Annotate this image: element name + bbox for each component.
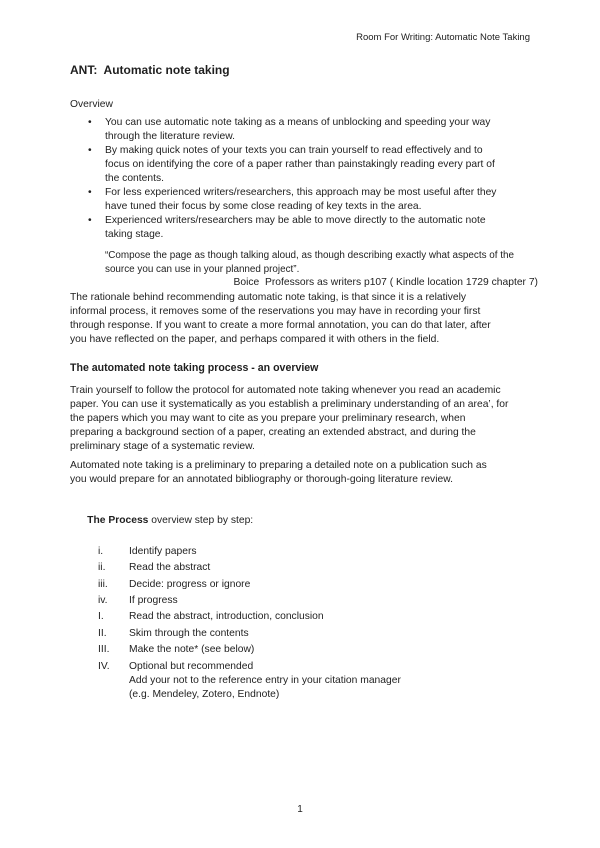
bullet-marker-icon: • (88, 187, 92, 198)
bullet-text: For less experienced writers/researchers, this approach may be most useful after they have tuned their focus by some close reading of key texts in the area. (105, 187, 497, 212)
step-numeral: III. (98, 644, 110, 656)
quote-block: “Compose the page as though talking aloud, as though describing exactly what aspects of the source you can use in your planned project”. (105, 250, 514, 275)
process-step-item (70, 561, 538, 575)
step-text: Skim through the contents (129, 627, 249, 639)
process-label-rest: overview step by step: (148, 514, 254, 526)
step-numeral: II. (98, 627, 107, 639)
step-text: If progress (129, 594, 178, 606)
page-number: 1 (297, 804, 303, 815)
bullet-text: By making quick notes of your texts you can train yourself to read effectively and to focus on identifying the core of a paper rather than painstakingly reading every part of the contents. (105, 145, 495, 184)
document-body (70, 0, 538, 704)
section-heading: The automated note taking process - an overview (70, 362, 319, 374)
rationale-paragraph: The rationale behind recommending automatic note taking, is that since it is a relatively informal process, it removes some of the reservations you may have in recording your first through response. If you want to create a more formal annotation, you can do that later, after you have reflected on the paper, and perhaps compared it with others in the field. (70, 292, 491, 345)
step-numeral: ii. (98, 562, 106, 574)
document-title: ANT: Automatic note taking (70, 63, 230, 77)
preliminary-note-paragraph: Automated note taking is a preliminary to preparing a detailed note on a publication such as you would prepare for an annotated bibliography or thorough-going literature review. (70, 459, 487, 485)
step-text: Read the abstract (129, 562, 211, 574)
bullet-text: Experienced writers/researchers may be able to move directly to the automatic note taking stage. (105, 215, 486, 240)
process-step-item (70, 660, 538, 702)
bullet-item (70, 186, 538, 214)
process-step-list (70, 545, 538, 702)
process-step-item (70, 610, 538, 624)
quote-attribution: Boice Professors as writers p107 ( Kindle location 1729 chapter 7) (233, 277, 538, 288)
process-step-item (70, 545, 538, 559)
step-text: Read the abstract, introduction, conclusion (129, 611, 324, 623)
step-numeral: iv. (98, 594, 108, 606)
step-text: Decide: progress or ignore (129, 578, 251, 590)
step-text: Identify papers (129, 545, 197, 557)
overview-bullet-list (70, 116, 538, 242)
process-step-item (70, 578, 538, 592)
process-step-item (70, 594, 538, 608)
step-numeral: IV. (98, 660, 110, 672)
process-step-label (70, 500, 538, 542)
bullet-marker-icon: • (88, 215, 92, 226)
bullet-item (70, 214, 538, 242)
overview-heading: Overview (70, 99, 113, 110)
bullet-item (70, 144, 538, 186)
step-text: Make the note* (see below) (129, 644, 255, 656)
process-step-item (70, 643, 538, 657)
process-step-item (70, 627, 538, 641)
bullet-item (70, 116, 538, 144)
step-numeral: iii. (98, 578, 108, 590)
process-label-bold: The Process (87, 514, 149, 526)
bullet-marker-icon: • (88, 145, 92, 156)
step-numeral: I. (98, 611, 104, 623)
process-intro-paragraph: Train yourself to follow the protocol for automated note taking whenever you read an academic paper. You can use it systematically as you establish a preliminary understanding of an area’, for the papers which you may want to cite as you prepare your preliminary research, when preparing a background section of a paper, creating an extended abstract, and during the preliminary stage of a systematic review. (70, 384, 509, 452)
step-text: Optional but recommended Add your not to the reference entry in your citation manager (e.g. Mendeley, Zotero, Endnote) (129, 660, 401, 700)
bullet-marker-icon: • (88, 117, 92, 128)
running-header: Room For Writing: Automatic Note Taking (356, 32, 530, 43)
step-numeral: i. (98, 545, 104, 557)
bullet-text: You can use automatic note taking as a means of unblocking and speeding your way through the literature review. (105, 117, 491, 142)
